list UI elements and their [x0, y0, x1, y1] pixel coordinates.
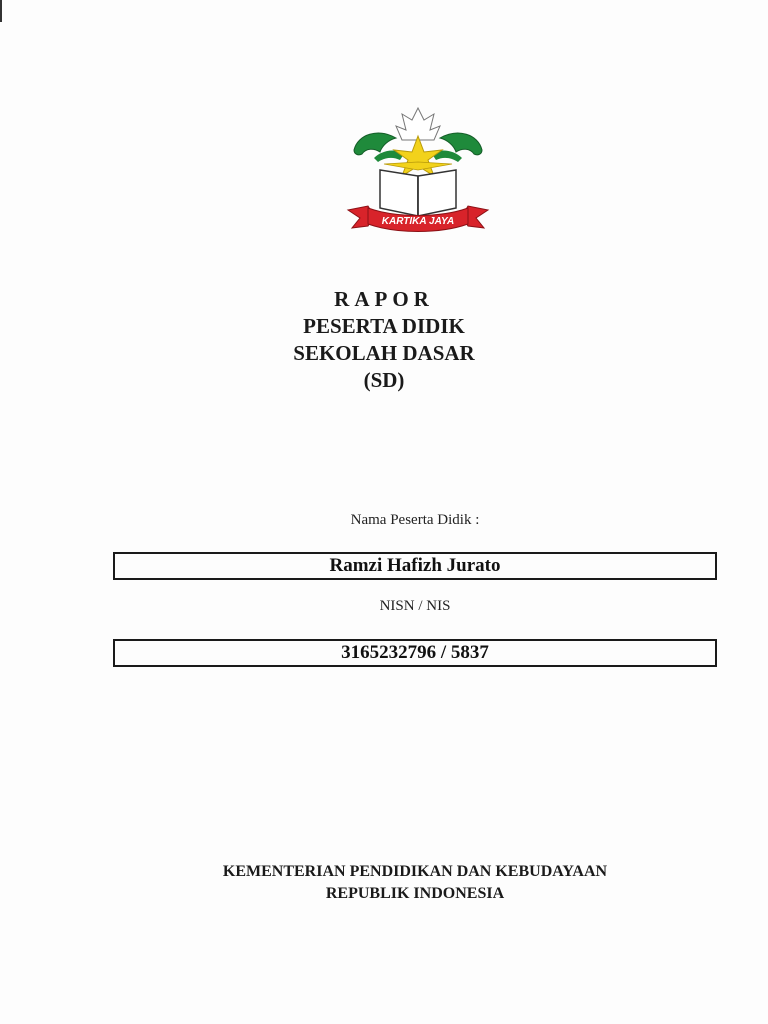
title-line: PESERTA DIDIK [303, 314, 465, 338]
issuer-line: REPUBLIK INDONESIA [325, 885, 505, 902]
student-id-label: NISN / NIS [379, 598, 451, 614]
issuer-block [0, 861, 768, 905]
issuer-line: KEMENTERIAN PENDIDIKAN DAN KEBUDAYAAN [222, 863, 608, 880]
title-line: RAPOR [334, 287, 434, 311]
scan-edge-mark [0, 0, 2, 22]
kartika-jaya-emblem-icon [344, 104, 492, 238]
student-name-field: Ramzi Hafizh Jurato [113, 552, 717, 580]
title-line: SEKOLAH DASAR [293, 341, 475, 365]
logo-banner-text: KARTIKA JAYA [381, 216, 455, 227]
title-line: (SD) [363, 368, 405, 392]
student-id-field: 3165232796 / 5837 [113, 639, 717, 667]
student-name-label: Nama Peserta Didik : [350, 512, 480, 528]
report-title [0, 286, 768, 394]
